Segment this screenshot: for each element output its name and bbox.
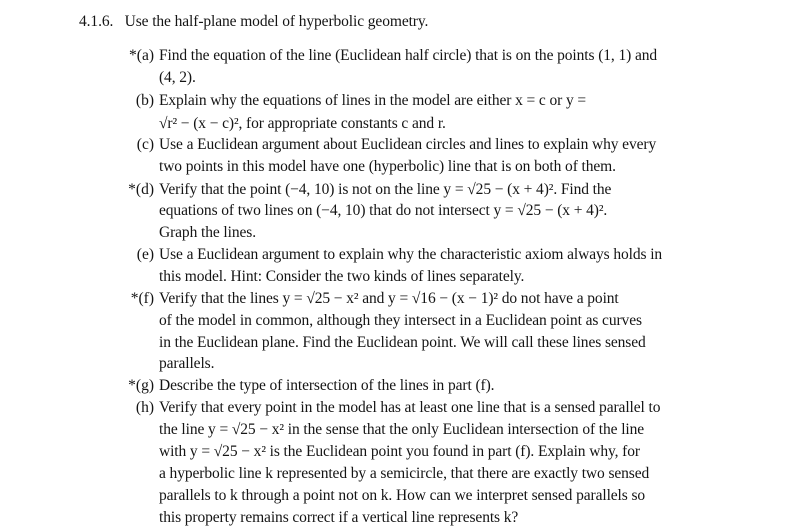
item-label: *(g) xyxy=(128,377,154,394)
item-text-line: Verify that every point in the model has at least one line that is a sensed parallel to xyxy=(159,399,661,416)
item-text-line: a hyperbolic line k represented by a semicircle, that there are exactly two sensed xyxy=(159,465,650,482)
item-text-line: this property remains correct if a vertical line represents k? xyxy=(159,509,519,526)
item-text-line: in the Euclidean plane. Find the Euclidean point. We will call these lines sensed xyxy=(159,334,646,351)
item-label: (c) xyxy=(136,136,154,153)
item-label: (b) xyxy=(135,92,154,109)
item-text-line: two points in this model have one (hyperbolic) line that is on both of them. xyxy=(159,158,616,175)
item-text-line: Verify that the lines y = √25 − x² and y = √16 − (x − 1)² do not have a point xyxy=(159,290,619,307)
item-text-line: the line y = √25 − x² in the sense that the only Euclidean intersection of the line xyxy=(159,421,645,438)
item-text-line: parallels. xyxy=(159,355,215,372)
item-text-line: this model. Hint: Consider the two kinds of lines separately. xyxy=(159,268,525,285)
item-text-line: Use a Euclidean argument to explain why the characteristic axiom always holds in xyxy=(159,246,663,263)
item-text-line: Graph the lines. xyxy=(159,224,256,241)
item-text-line: with y = √25 − x² is the Euclidean point you found in part (f). Explain why, for xyxy=(159,443,640,460)
item-text-line: equations of two lines on (−4, 10) that do not intersect y = √25 − (x + 4)². xyxy=(159,202,608,219)
item-label: (e) xyxy=(136,246,154,263)
item-text-line: Describe the type of intersection of the lines in part (f). xyxy=(159,377,495,394)
item-text-line: Use a Euclidean argument about Euclidean circles and lines to explain why every xyxy=(159,136,657,153)
item-text-line: parallels to k through a point not on k. How can we interpret sensed parallels so xyxy=(159,487,646,504)
item-text-line: of the model in common, although they intersect in a Euclidean point as curves xyxy=(159,312,642,329)
exercise-number: 4.1.6. xyxy=(79,13,114,30)
item-text-line: (4, 2). xyxy=(159,69,196,86)
item-label: (h) xyxy=(135,399,154,416)
exercise-prompt: Use the half-plane model of hyperbolic geometry. xyxy=(124,13,429,30)
exercise-header xyxy=(79,12,428,31)
item-label: *(f) xyxy=(130,290,154,307)
item-text-line: √r² − (x − c)², for appropriate constants c and r. xyxy=(159,115,446,132)
item-text-line: Explain why the equations of lines in the model are either x = c or y = xyxy=(159,92,587,109)
item-label: *(d) xyxy=(128,181,154,198)
item-label: *(a) xyxy=(129,47,154,64)
item-text-line: Find the equation of the line (Euclidean half circle) that is on the points (1, 1) and xyxy=(159,47,658,64)
item-text-line: Verify that the point (−4, 10) is not on the line y = √25 − (x + 4)². Find the xyxy=(159,181,612,198)
